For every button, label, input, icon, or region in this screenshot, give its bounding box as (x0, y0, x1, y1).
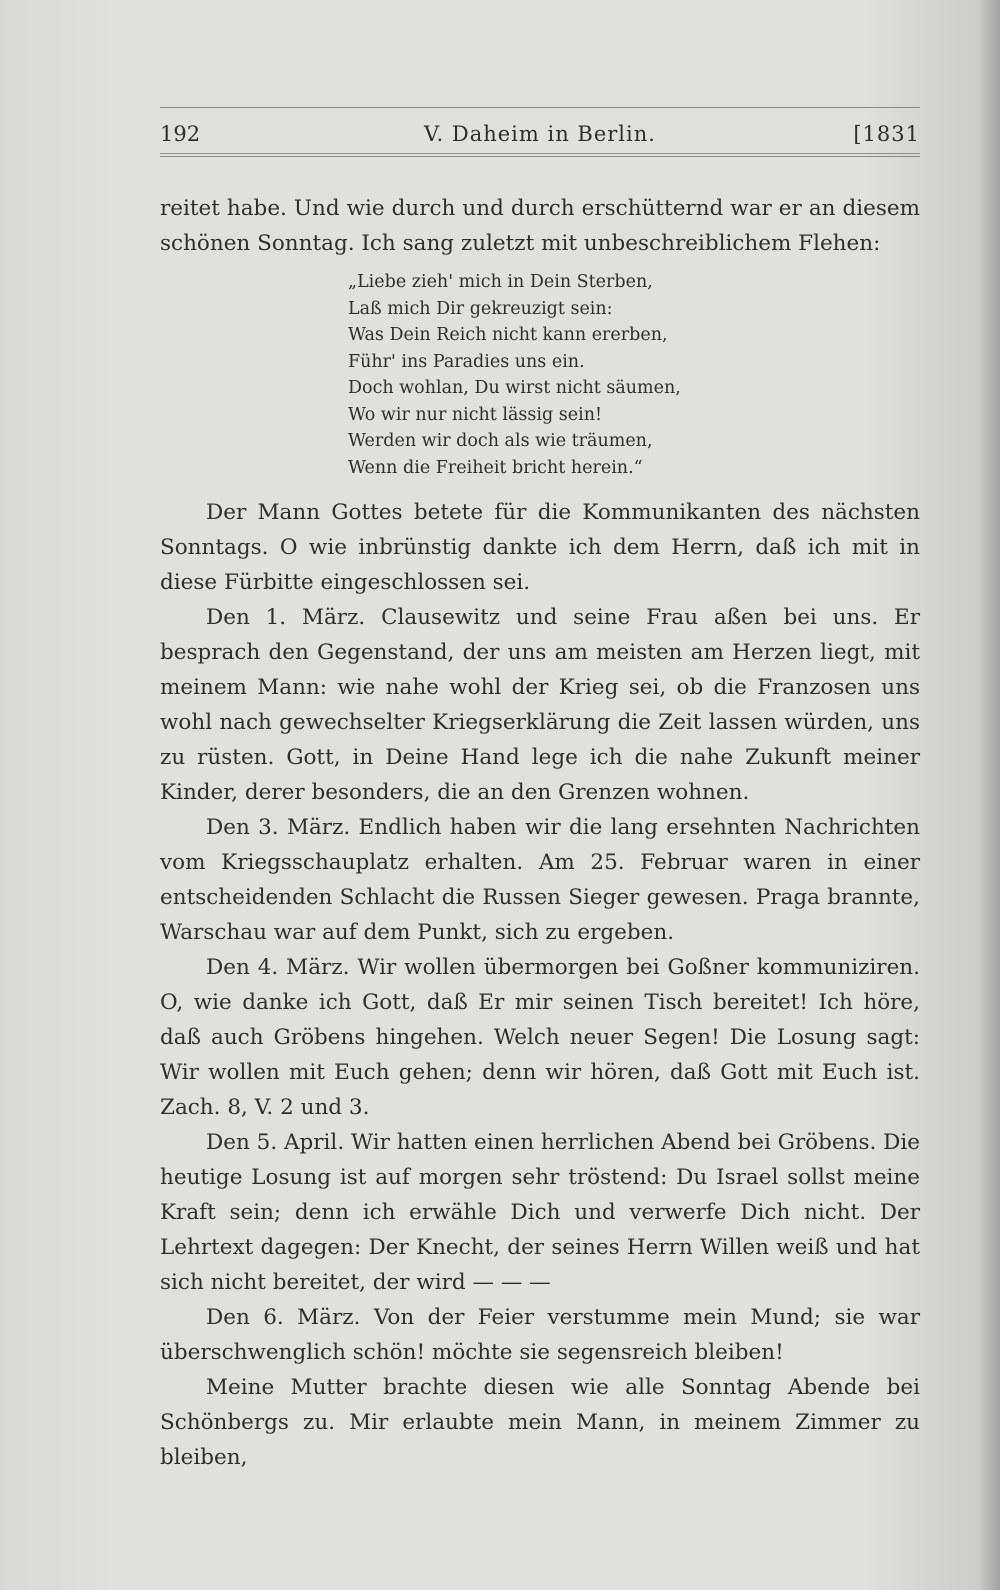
paragraph-continued: reitet habe. Und wie durch und durch erschütternd war er an diesem schönen Sonntag. Ich sang zuletzt mit unbeschreiblichem Flehen: (160, 196, 920, 256)
chapter-title: V. Daheim in Berlin. (424, 122, 656, 146)
diary-entry-4-maerz: Den 4. März. Wir wollen übermorgen bei Goßner kommuniziren. O, wie danke ich Gott, daß Er mir seinen Tisch bereitet! Ich höre, daß auch Gröbens hingehen. Welch neuer Segen! Die Losung sagt: Wir wollen mit Euch gehen; denn wir hören, daß Gott mit Euch ist. Zach. 8, V. 2 und 3. (160, 955, 920, 1120)
poem-line: Werden wir doch als wie träumen, (348, 431, 653, 451)
poem-line: Was Dein Reich nicht kann ererben, (348, 325, 668, 345)
page-number: 192 (160, 122, 201, 146)
poem-line: Führ' ins Paradies uns ein. (348, 351, 585, 372)
poem (348, 269, 920, 481)
header-rule-bottom-1 (160, 153, 920, 154)
diary-entry-6-maerz: Den 6. März. Von der Feier verstumme mein Mund; sie war überschwenglich schön! möchte sie segensreich bleiben! (160, 1305, 920, 1365)
diary-entry-5-april: Den 5. April. Wir hatten einen herrlichen Abend bei Gröbens. Die heutige Losung ist auf morgen sehr tröstend: Du Israel sollst meine Kraft sein; denn ich erwähle Dich und verwerfe Dich nicht. Der Lehrtext dagegen: Der Knecht, der seines Herrn Willen weiß und hat sich nicht bereitet, der wird — — — (160, 1130, 920, 1295)
header-rule-bottom-2 (160, 156, 920, 157)
page-edge-shadow (978, 0, 1000, 1590)
diary-entry-3-maerz: Den 3. März. Endlich haben wir die lang ersehnten Nachrichten vom Kriegsschauplatz erhalten. Am 25. Februar waren in einer entscheidenden Schlacht die Russen Sieger gewesen. Praga brannte, Warschau war auf dem Punkt, sich zu ergeben. (160, 815, 920, 945)
diary-entry-1-maerz: Den 1. März. Clausewitz und seine Frau aßen bei uns. Er besprach den Gegenstand, der uns am meisten am Herzen liegt, mit meinem Mann: wie nahe wohl der Krieg sei, ob die Franzosen uns wohl nach gewechselter Kriegserklärung die Zeit lassen würden, uns zu rüsten. Gott, in Deine Hand lege ich die nahe Zukunft meiner Kinder, derer besonders, die an den Grenzen wohnen. (160, 605, 920, 805)
header-rule-top (160, 107, 920, 108)
poem-line: Wenn die Freiheit bricht herein.“ (348, 457, 643, 478)
poem-line: Laß mich Dir gekreuzigt sein: (348, 298, 613, 319)
body-text (160, 191, 920, 1475)
poem-line: Doch wohlan, Du wirst nicht säumen, (348, 378, 681, 398)
poem-line: Wo wir nur nicht lässig sein! (348, 404, 602, 425)
poem-line: „Liebe zieh' mich in Dein Sterben, (348, 272, 653, 292)
paragraph: Der Mann Gottes betete für die Kommunikanten des nächsten Sonntags. O wie inbrünstig dankte ich dem Herrn, daß ich mit in diese Fürbitte eingeschlossen sei. (160, 500, 920, 595)
running-year: [1831 (853, 122, 920, 146)
paragraph: Meine Mutter brachte diesen wie alle Sonntag Abende bei Schönbergs zu. Mir erlaubte mein Mann, in meinem Zimmer zu bleiben, (160, 1375, 920, 1470)
running-head (160, 116, 920, 152)
